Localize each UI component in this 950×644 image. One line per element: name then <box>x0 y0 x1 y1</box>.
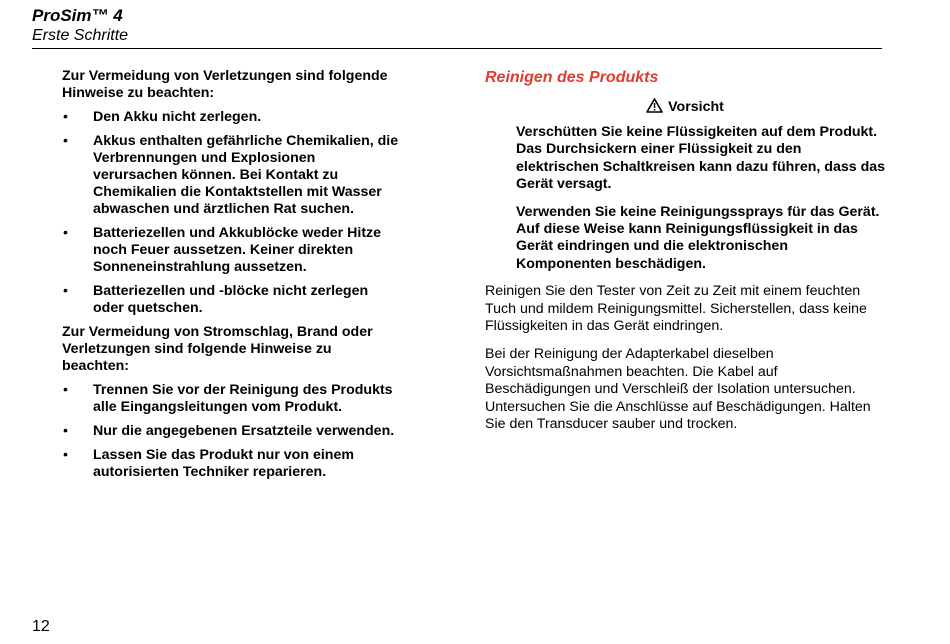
caution-paragraph: Verwenden Sie keine Reinigungssprays für das Gerät. Auf diese Weise kann Reinigungsflüssigkeit in das Gerät eindringen und die elektronischen Komponenten beschädigen. <box>516 203 880 272</box>
list-item-text: Lassen Sie das Produkt nur von einem autorisierten Techniker reparieren. <box>93 447 354 480</box>
bullet-icon: • <box>63 447 68 463</box>
list-item-text: Batteriezellen und Akkublöcke weder Hitze noch Feuer aussetzen. Keiner direkten Sonneneinstrahlung aussetzen. <box>93 225 382 275</box>
list-item-text: Nur die angegebenen Ersatzteile verwenden. <box>93 423 395 439</box>
list-item <box>62 225 402 276</box>
page-number: 12 <box>32 618 50 635</box>
body-paragraph: Bei der Reinigung der Adapterkabel dieselben Vorsichtsmaßnahmen beachten. Die Kabel auf Beschädigungen und Verschleiß der Isolation untersuchen. Untersuchen Sie die Anschlüsse auf Beschädigungen. Halten Sie den Transducer sauber und trocken. <box>485 346 871 433</box>
header-rule <box>32 48 882 49</box>
caution-label: Vorsicht <box>668 99 724 115</box>
document-title: ProSim™ 4 <box>32 6 123 25</box>
bullet-icon: • <box>63 283 68 299</box>
chapter-title: Erste Schritte <box>32 27 129 44</box>
bullet-icon: • <box>63 109 68 125</box>
list-item-text: Akkus enthalten gefährliche Chemikalien, die Verbrennungen und Explosionen verursachen können. Bei Kontakt zu Chemikalien die Kontaktstellen mit Wasser abwaschen und ärztlichen Rat suchen. <box>93 133 399 217</box>
battery-warning-intro: Zur Vermeidung von Verletzungen sind folgende Hinweise zu beachten: <box>62 68 388 101</box>
bullet-icon: • <box>63 133 68 149</box>
battery-warning-list <box>62 109 402 317</box>
cleaning-instructions <box>485 283 885 434</box>
list-item-text: Den Akku nicht zerlegen. <box>93 109 262 125</box>
caution-paragraph: Verschütten Sie keine Flüssigkeiten auf dem Produkt. Das Durchsickern einer Flüssigkeit zu den elektrischen Schaltkreisen kann dazu führen, dass das Gerät versagt. <box>516 124 886 193</box>
list-item <box>62 423 402 440</box>
section-heading: Reinigen des Produkts <box>485 69 659 86</box>
list-item <box>62 382 402 416</box>
list-item <box>62 283 402 317</box>
body-paragraph: Reinigen Sie den Tester von Zeit zu Zeit mit einem feuchten Tuch und mildem Reinigungsmittel. Sicherstellen, dass keine Flüssigkeiten in das Gerät eindringen. <box>485 283 867 335</box>
list-item <box>62 109 402 126</box>
warning-icon <box>646 98 663 113</box>
bullet-icon: • <box>63 382 68 398</box>
left-column <box>62 68 402 488</box>
shock-warning-list <box>62 382 402 481</box>
list-item <box>62 447 402 481</box>
shock-warning-intro: Zur Vermeidung von Stromschlag, Brand oder Verletzungen sind folgende Hinweise zu beachten: <box>62 324 373 374</box>
list-item-text: Batteriezellen und -blöcke nicht zerlegen oder quetschen. <box>93 283 369 316</box>
bullet-icon: • <box>63 423 68 439</box>
caution-body <box>516 124 885 273</box>
bullet-icon: • <box>63 225 68 241</box>
list-item-text: Trennen Sie vor der Reinigung des Produkts alle Eingangsleitungen vom Produkt. <box>93 382 393 415</box>
right-column <box>485 68 885 444</box>
list-item <box>62 133 402 218</box>
caution-heading <box>485 98 885 116</box>
page-header <box>32 6 882 46</box>
